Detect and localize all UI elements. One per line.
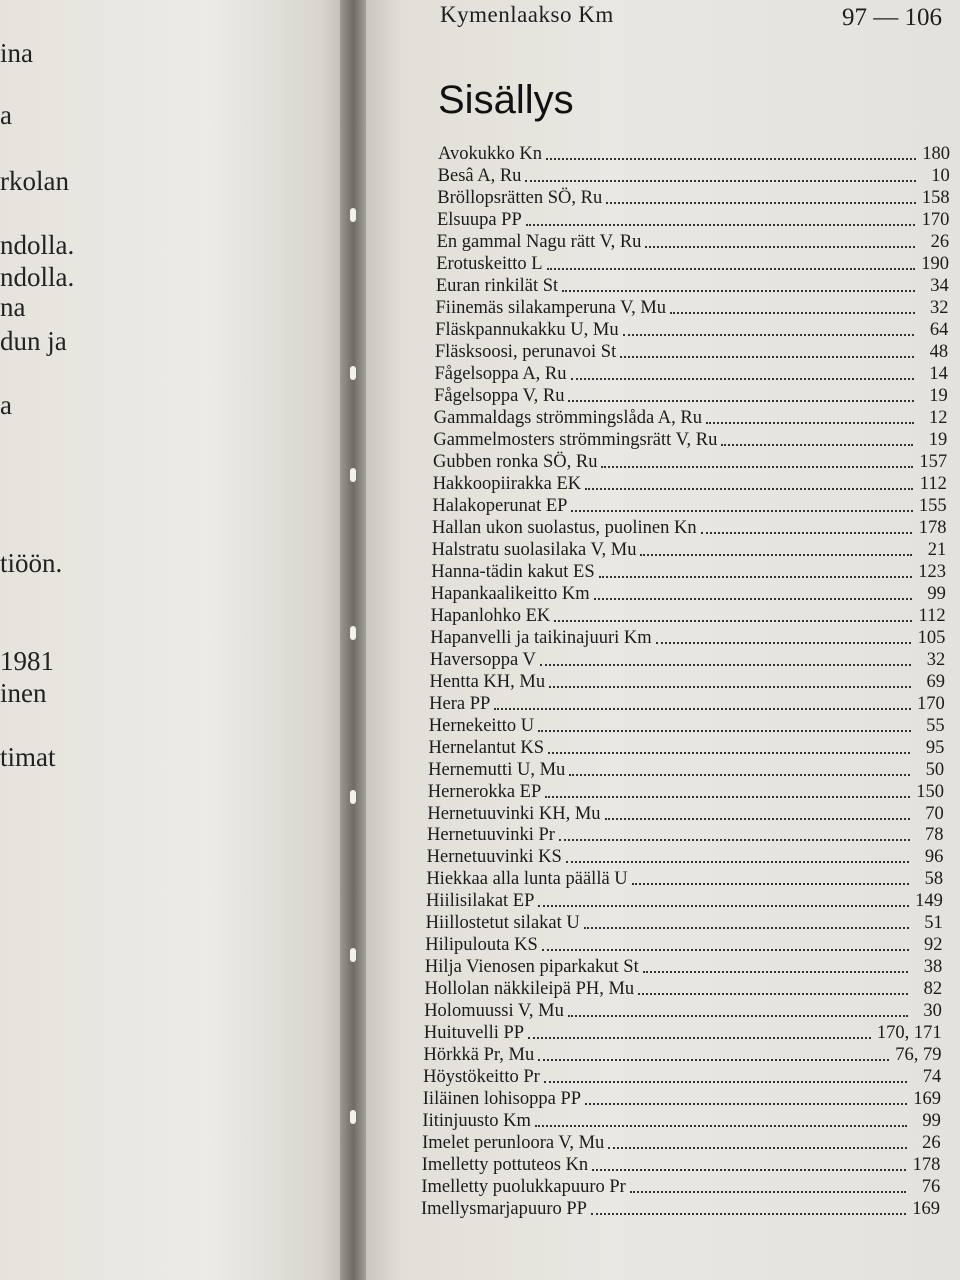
toc-entry <box>427 845 944 867</box>
left-text-line: a <box>0 390 12 420</box>
toc-entry <box>434 384 948 406</box>
toc-entry <box>437 208 949 230</box>
left-text-line: a <box>0 100 12 130</box>
toc-entry-page: 12 <box>929 407 948 428</box>
page-title: Sisällys <box>438 78 574 122</box>
toc-entry <box>433 472 947 494</box>
toc-entry-name: Gammaldags strömmingslåda A, Ru <box>433 407 702 428</box>
toc-entry-page: 14 <box>929 363 948 384</box>
toc-entry-name: Halstratu suolasilaka V, Mu <box>431 539 637 560</box>
toc-entry <box>438 142 950 164</box>
toc-entry-page: 82 <box>923 979 943 1000</box>
left-text-line: timat <box>0 742 56 772</box>
dot-leader <box>656 642 912 644</box>
toc-entry-name: Hilja Vienosen piparkakut St <box>424 957 639 978</box>
toc-entry-page: 58 <box>924 869 944 890</box>
dot-leader <box>566 861 910 863</box>
dot-leader <box>706 422 914 424</box>
toc-entry <box>421 1197 940 1219</box>
dot-leader <box>601 466 913 468</box>
toc-entry-page: 48 <box>929 341 949 362</box>
dot-leader <box>701 532 913 534</box>
toc-entry-page: 78 <box>925 825 944 846</box>
dot-leader <box>494 708 911 710</box>
dot-leader <box>630 1191 906 1193</box>
toc-entry-name: Hörkkä Pr, Mu <box>423 1045 535 1066</box>
toc-entry <box>423 1043 941 1065</box>
toc-entry <box>434 406 948 428</box>
toc-entry-name: Elsuupa PP <box>436 209 522 230</box>
dot-leader <box>526 224 916 226</box>
toc-entry <box>422 1131 941 1153</box>
toc-entry-page: 70 <box>925 803 944 824</box>
dot-leader <box>585 1103 907 1105</box>
left-page <box>0 0 348 1280</box>
toc-entry-name: Hiillostetut silakat U <box>425 913 580 934</box>
toc-entry-page: 30 <box>923 1001 942 1022</box>
toc-entry <box>430 670 946 692</box>
toc-entry <box>432 516 947 538</box>
toc-entry-page: 178 <box>918 517 947 538</box>
toc-entry <box>428 758 944 780</box>
toc-entry <box>435 340 948 362</box>
toc-entry-page: 170, 171 <box>876 1023 942 1044</box>
binding-stitch <box>350 948 356 962</box>
toc-entry <box>432 538 947 560</box>
toc-entry <box>423 1087 941 1109</box>
toc-entry-page: 150 <box>916 781 944 802</box>
toc-entry <box>426 911 943 933</box>
dot-leader <box>594 598 912 600</box>
toc-entry <box>429 714 945 736</box>
dot-leader <box>571 510 912 512</box>
toc-entry-page: 34 <box>930 275 949 296</box>
dot-leader <box>548 752 910 754</box>
toc-entry <box>425 955 942 977</box>
toc-entry-page: 96 <box>924 847 944 868</box>
dot-leader <box>670 312 914 314</box>
dot-leader <box>645 246 915 248</box>
left-text-line: ina <box>0 38 33 68</box>
toc-entry-name: Hakkoopiirakka EK <box>432 473 582 494</box>
toc-entry-page: 169 <box>913 1089 942 1110</box>
toc-entry <box>424 1021 942 1043</box>
toc-entry-name: Hernerokka EP <box>427 781 542 802</box>
region-page-range: 97 — 106 <box>842 4 942 31</box>
left-text-line: ndolla. <box>0 230 75 260</box>
toc-entry-name: Hernekeitto U <box>428 715 535 736</box>
dot-leader <box>546 158 916 160</box>
toc-entry-page: 50 <box>925 759 945 780</box>
toc-entry-name: Haversoppa V <box>429 649 536 670</box>
toc-entry-page: 92 <box>924 935 943 956</box>
dot-leader <box>623 334 915 336</box>
toc-entry-page: 55 <box>926 715 945 736</box>
dot-leader <box>540 664 911 666</box>
toc-entry-name: Iitinjuusto Km <box>422 1111 531 1132</box>
toc-entry-name: Bröllopsrätten SÖ, Ru <box>437 187 603 208</box>
toc-entry-page: 76, 79 <box>895 1045 942 1066</box>
dot-leader <box>525 180 915 182</box>
left-text-line: rkolan <box>0 166 69 196</box>
dot-leader <box>721 444 913 446</box>
toc-entry-page: 99 <box>927 583 946 604</box>
toc-entry-name: Fläskpannukakku U, Mu <box>435 319 619 340</box>
toc-entry-name: Hera PP <box>429 693 491 714</box>
toc-entry-page: 21 <box>927 539 947 560</box>
toc-entry-page: 76 <box>921 1177 941 1198</box>
toc-entry-page: 64 <box>929 319 949 340</box>
toc-entry <box>424 999 942 1021</box>
dot-leader <box>547 268 915 270</box>
toc-entry <box>438 164 950 186</box>
region-name: Kymenlaakso Km <box>440 2 614 27</box>
dot-leader <box>568 400 913 402</box>
toc-entry-name: Hernelantut KS <box>428 737 545 758</box>
toc-entry <box>429 692 945 714</box>
right-page <box>366 0 960 1280</box>
dot-leader <box>608 1147 906 1149</box>
toc-entry-name: Fågelsoppa V, Ru <box>434 385 565 406</box>
toc-entry-name: Hilipulouta KS <box>425 935 538 956</box>
toc-entry-name: Fågelsoppa A, Ru <box>434 363 567 384</box>
toc-entry-page: 112 <box>918 605 946 626</box>
toc-entry-name: Gubben ronka SÖ, Ru <box>433 451 598 472</box>
left-text-line: tiöön. <box>0 548 63 578</box>
left-text-line: 1981 <box>0 646 54 676</box>
dot-leader <box>640 554 912 556</box>
toc-entry <box>433 428 947 450</box>
dot-leader <box>584 927 909 929</box>
binding-stitch <box>350 790 356 804</box>
dot-leader <box>568 1015 908 1017</box>
dot-leader <box>562 290 915 292</box>
toc-entry <box>425 977 943 999</box>
toc-entry-name: Holomuussi V, Mu <box>424 1001 564 1022</box>
toc-entry <box>434 362 947 384</box>
toc-entry-name: Imellysmarjapuuro PP <box>421 1199 587 1220</box>
toc-entry <box>431 560 946 582</box>
dot-leader <box>591 1213 906 1215</box>
toc-entry-page: 32 <box>926 649 946 670</box>
toc-entry-name: Hapankaalikeitto Km <box>430 583 590 604</box>
toc-entry <box>422 1109 940 1131</box>
toc-entry-name: Hernetuuvinki KH, Mu <box>427 803 601 824</box>
toc-entry-name: Hanna-tädin kakut ES <box>431 561 595 582</box>
dot-leader <box>585 488 913 490</box>
toc-entry-name: Besâ A, Ru <box>437 165 522 186</box>
toc-entry-name: Hiekkaa alla lunta päällä U <box>426 869 628 890</box>
dot-leader <box>535 1125 907 1127</box>
left-text-line: ndolla. <box>0 262 75 292</box>
toc-entry-name: Hentta KH, Mu <box>429 671 546 692</box>
dot-leader <box>542 949 909 951</box>
toc-entry-name: Iiläinen lohisoppa PP <box>422 1089 582 1110</box>
toc-entry-name: Fiinemäs silakamperuna V, Mu <box>435 297 667 318</box>
toc-entry-name: Hapanlohko EK <box>430 605 551 626</box>
dot-leader <box>549 686 911 688</box>
toc-entry <box>436 274 949 296</box>
toc-entry-name: Hollolan näkkileipä PH, Mu <box>424 979 635 1000</box>
toc-entry <box>431 604 946 626</box>
toc-entry <box>430 626 945 648</box>
dot-leader <box>638 993 908 995</box>
left-text-line: dun ja <box>0 326 67 356</box>
toc-entry-page: 170 <box>921 209 950 230</box>
toc-entry <box>431 582 946 604</box>
left-text-line: na <box>0 292 26 322</box>
toc-entry-name: Avokukko Kn <box>438 144 542 164</box>
toc-entry-page: 38 <box>923 957 943 978</box>
toc-entry <box>436 296 949 318</box>
toc-entry-page: 69 <box>926 671 945 692</box>
toc-entry-page: 169 <box>912 1199 940 1220</box>
toc-entry-page: 32 <box>930 297 949 318</box>
dot-leader <box>559 839 910 841</box>
toc-entry-name: Hallan ukon suolastus, puolinen Kn <box>431 517 697 538</box>
toc-entry <box>430 648 945 670</box>
toc-entry-page: 19 <box>929 385 948 406</box>
dot-leader <box>643 971 909 973</box>
toc-entry-page: 157 <box>919 451 948 472</box>
toc-entry <box>437 186 949 208</box>
dot-leader <box>592 1169 906 1171</box>
toc-entry-name: Huituvelli PP <box>423 1023 525 1044</box>
dot-leader <box>538 1059 889 1061</box>
toc-entry-name: En gammal Nagu rätt V, Ru <box>436 231 642 252</box>
toc-entry <box>435 318 948 340</box>
toc-entry-page: 178 <box>912 1155 941 1176</box>
toc-entry-name: Höystökeitto Pr <box>423 1067 540 1088</box>
toc-entry-name: Euran rinkilät St <box>435 275 559 296</box>
toc-entry <box>427 802 943 824</box>
toc-entry-page: 123 <box>918 561 947 582</box>
toc-entry-page: 180 <box>922 144 950 164</box>
dot-leader <box>605 818 910 820</box>
dot-leader <box>554 620 911 622</box>
toc-entry-page: 170 <box>917 693 945 714</box>
toc-entry-name: Hernemutti U, Mu <box>428 759 566 780</box>
toc-entry <box>427 823 944 845</box>
toc-entry-page: 155 <box>918 495 947 516</box>
toc-entry-page: 158 <box>921 187 950 208</box>
toc-entry-page: 95 <box>925 737 945 758</box>
binding-stitch <box>350 208 356 222</box>
toc-entry-page: 26 <box>930 231 950 252</box>
dot-leader <box>620 356 914 358</box>
toc-entry <box>421 1175 940 1197</box>
table-of-contents <box>366 0 960 1280</box>
toc-entry <box>437 230 950 252</box>
toc-entry <box>428 736 944 758</box>
toc-entry <box>426 889 943 911</box>
dot-leader <box>545 796 910 798</box>
toc-entry-name: Fläsksoosi, perunavoi St <box>434 341 617 362</box>
binding-stitch <box>350 468 356 482</box>
toc-entry-page: 26 <box>922 1133 941 1154</box>
toc-entry <box>433 450 947 472</box>
toc-entry-page: 10 <box>931 165 950 186</box>
dot-leader <box>538 905 909 907</box>
toc-entry-name: Hapanvelli ja taikinajuuri Km <box>430 627 652 648</box>
dot-leader <box>569 774 910 776</box>
dot-leader <box>632 883 909 885</box>
toc-entry-name: Imelet perunloora V, Mu <box>422 1133 605 1154</box>
toc-entry <box>426 867 943 889</box>
toc-entry <box>436 252 949 274</box>
toc-entry-name: Halakoperunat EP <box>432 495 568 516</box>
toc-entry-page: 112 <box>919 473 947 494</box>
dot-leader <box>528 1037 871 1039</box>
toc-entry-name: Erotuskeitto L <box>436 253 543 274</box>
toc-entry-page: 74 <box>922 1067 942 1088</box>
toc-entry-page: 190 <box>921 253 949 274</box>
binding-stitch <box>350 1110 356 1124</box>
dot-leader <box>544 1081 907 1083</box>
toc-entry-name: Hiilisilakat EP <box>425 891 535 912</box>
toc-entry-page: 99 <box>922 1111 941 1132</box>
dot-leader <box>571 378 914 380</box>
toc-entry <box>423 1065 941 1087</box>
toc-entry-name: Imelletty puolukkapuuro Pr <box>421 1177 626 1198</box>
toc-entry-name: Hernetuuvinki Pr <box>427 825 555 846</box>
left-text-line: inen <box>0 678 47 708</box>
dot-leader <box>599 576 912 578</box>
toc-entry-page: 105 <box>917 627 946 648</box>
toc-entry-name: Imelletty pottuteos Kn <box>421 1155 589 1176</box>
binding-stitch <box>350 366 356 380</box>
toc-entry-page: 51 <box>924 913 943 934</box>
toc-entry-name: Hernetuuvinki KS <box>426 847 562 868</box>
toc-entry <box>432 494 946 516</box>
toc-entry <box>428 780 944 802</box>
toc-entry <box>422 1153 941 1175</box>
binding-stitch <box>350 626 356 640</box>
toc-entry-name: Gammelmosters strömmingsrätt V, Ru <box>433 429 718 450</box>
toc-entry-page: 149 <box>915 891 943 912</box>
toc-entry-page: 19 <box>928 429 948 450</box>
dot-leader <box>606 202 915 204</box>
dot-leader <box>538 730 911 732</box>
toc-entry <box>425 933 942 955</box>
